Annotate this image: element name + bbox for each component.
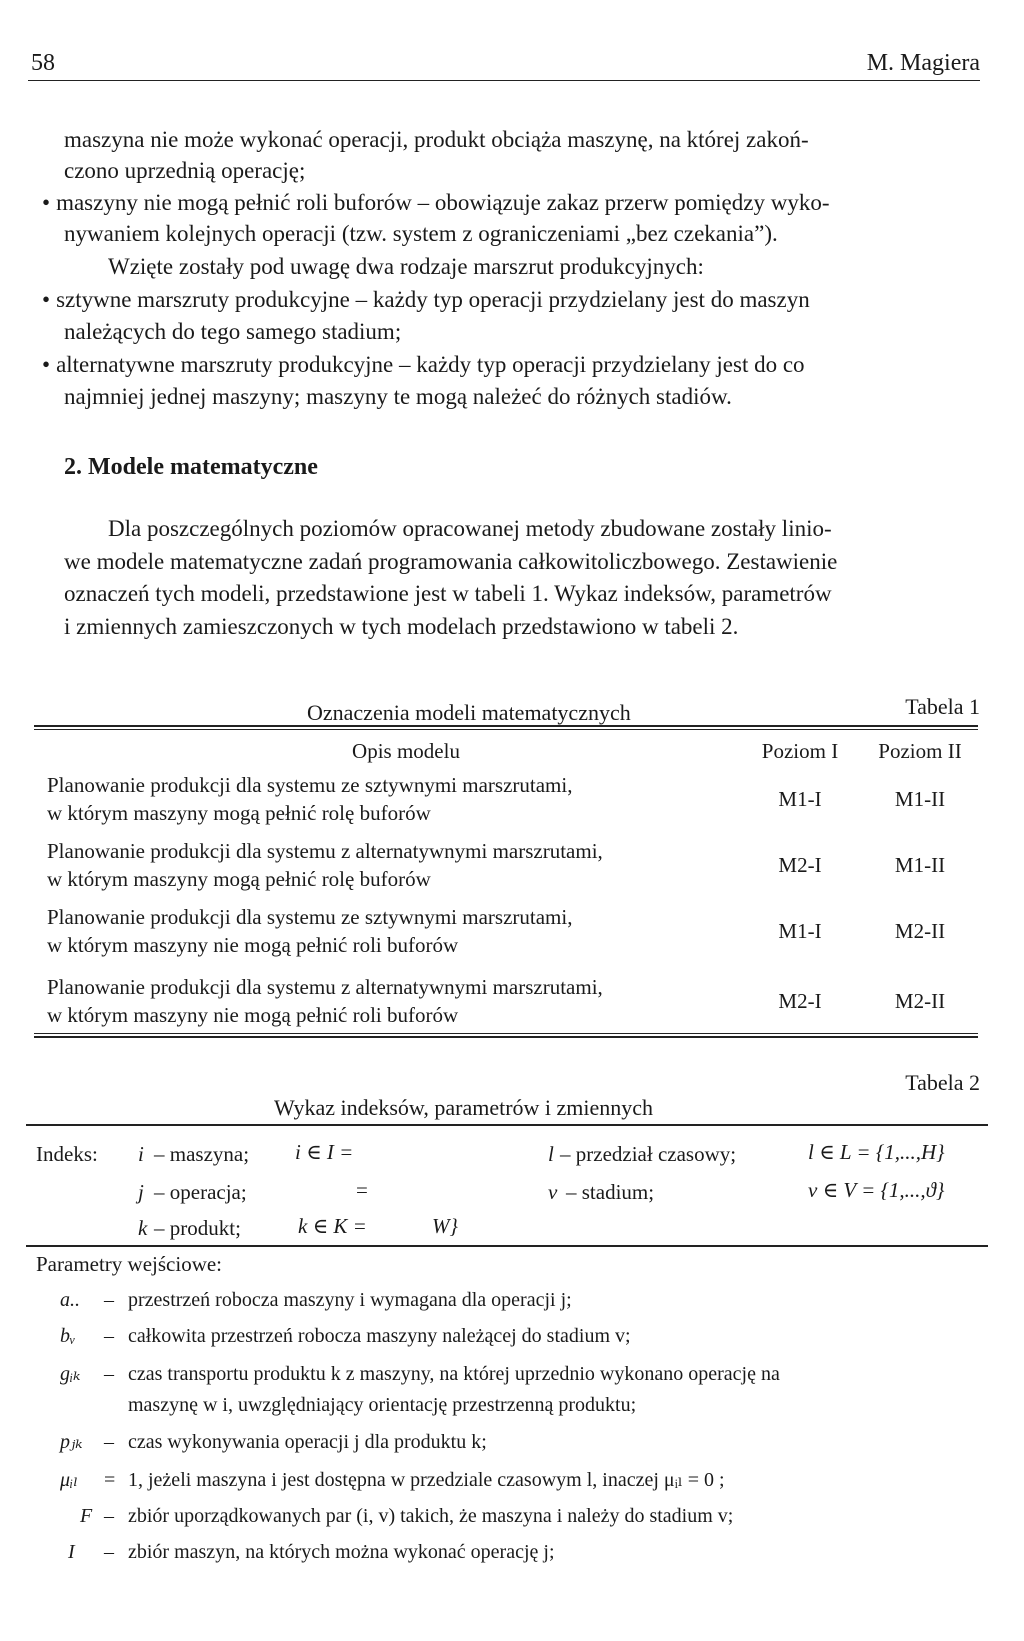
body-line: oznaczeń tych modeli, przedstawione jest w tabeli 1. Wykaz indeksów, parametrów bbox=[64, 581, 832, 606]
param-symbol: a.. bbox=[60, 1289, 80, 1311]
param-text-continuation: maszynę w i, uwzględniający orientację przestrzenną produktu; bbox=[128, 1394, 637, 1416]
table1-header-level2: Poziom II bbox=[878, 739, 962, 763]
table2-index-rule bbox=[26, 1245, 988, 1247]
param-dash: – bbox=[104, 1431, 114, 1453]
running-header bbox=[28, 44, 980, 81]
table1-bottom-rule-inner bbox=[34, 1033, 978, 1034]
body-line: maszyna nie może wykonać operacji, produkt obciąża maszynę, na której zakoń- bbox=[64, 127, 809, 152]
table1-row2-level1: M2-I bbox=[778, 853, 822, 877]
param-dash: – bbox=[104, 1541, 114, 1563]
param-text: czas wykonywania operacji j dla produktu k; bbox=[128, 1431, 487, 1453]
param-text: całkowita przestrzeń robocza maszyny należącej do stadium v; bbox=[128, 1325, 631, 1347]
param-text: 1, jeżeli maszyna i jest dostępna w przedziale czasowym l, inaczej μᵢₗ = 0 ; bbox=[128, 1469, 725, 1491]
body-line: Wzięte zostały pod uwagę dwa rodzaje marszrut produkcyjnych: bbox=[108, 254, 704, 279]
body-line: sztywne marszruty produkcyjne – każdy typ operacji przydzielany jest do maszyn bbox=[56, 287, 810, 312]
param-symbol: pⱼₖ bbox=[60, 1431, 83, 1453]
bullet-glyph bbox=[42, 352, 56, 377]
page-number: 58 bbox=[31, 50, 55, 76]
section-heading: 2. Modele matematyczne bbox=[64, 454, 318, 480]
index-i-set: i ∈ I = bbox=[295, 1140, 354, 1164]
param-symbol: bᵥ bbox=[60, 1325, 76, 1347]
table2-top-rule bbox=[26, 1124, 988, 1126]
body-line: i zmiennych zamieszczonych w tych modelach przedstawiono w tabeli 2. bbox=[64, 614, 739, 639]
bullet-item bbox=[42, 187, 830, 218]
table1-row1-level1: M1-I bbox=[778, 787, 822, 811]
index-i-text: – maszyna; bbox=[154, 1142, 250, 1166]
table1-row3-level2: M2-II bbox=[894, 919, 946, 943]
bullet-glyph bbox=[42, 190, 56, 215]
table1-label: Tabela 1 bbox=[905, 694, 980, 719]
table1-top-rule bbox=[34, 725, 978, 727]
body-line: czono uprzednią operację; bbox=[64, 158, 306, 183]
index-k-text: – produkt; bbox=[154, 1216, 241, 1240]
bullet-item bbox=[42, 349, 805, 380]
table1-row3-desc: Planowanie produkcji dla systemu ze sztywnymi marszrutami, bbox=[47, 905, 573, 929]
running-author: M. Magiera bbox=[866, 50, 980, 76]
table1-row4-level2: M2-II bbox=[894, 989, 946, 1013]
param-dash: – bbox=[104, 1289, 114, 1311]
index-v-symbol: v bbox=[548, 1180, 558, 1204]
param-symbol: gᵢₖ bbox=[60, 1363, 81, 1385]
index-i-symbol: i bbox=[138, 1142, 144, 1166]
table1-row1-level2: M1-II bbox=[894, 787, 946, 811]
table1-top-rule-inner bbox=[34, 729, 978, 730]
body-line: najmniej jednej maszyny; maszyny te mogą należeć do różnych stadiów. bbox=[64, 384, 732, 409]
param-dash: – bbox=[104, 1505, 114, 1527]
index-j-symbol: j bbox=[138, 1180, 144, 1204]
param-symbol: μᵢₗ bbox=[60, 1469, 79, 1491]
table1-row4-desc: Planowanie produkcji dla systemu z alternatywnymi marszrutami, bbox=[47, 975, 603, 999]
table1-row2-desc2: w którym maszyny mogą pełnić rolę buforów bbox=[47, 867, 431, 891]
index-k-end: W} bbox=[432, 1214, 458, 1238]
param-dash: – bbox=[104, 1325, 114, 1347]
param-text: czas transportu produktu k z maszyny, na której uprzednio wykonano operację na bbox=[128, 1363, 780, 1385]
table1-row1-desc: Planowanie produkcji dla systemu ze sztywnymi marszrutami, bbox=[47, 773, 573, 797]
params-label: Parametry wejściowe: bbox=[36, 1252, 223, 1276]
param-text: zbiór maszyn, na których można wykonać operację j; bbox=[128, 1541, 555, 1563]
table1-row3-level1: M1-I bbox=[778, 919, 822, 943]
table1-header-level1: Poziom I bbox=[761, 739, 839, 763]
table1-row1-desc2: w którym maszyny mogą pełnić rolę buforów bbox=[47, 801, 431, 825]
index-label: Indeks: bbox=[36, 1142, 98, 1166]
table1-row4-level1: M2-I bbox=[778, 989, 822, 1013]
table1-row2-level2: M1-II bbox=[894, 853, 946, 877]
param-text: zbiór uporządkowanych par (i, v) takich, że maszyna i należy do stadium v; bbox=[128, 1505, 734, 1527]
index-l-set: l ∈ L = {1,...,H} bbox=[808, 1140, 945, 1164]
index-k-symbol: k bbox=[138, 1216, 148, 1240]
index-k-set: k ∈ K = bbox=[298, 1214, 367, 1238]
table2-label: Tabela 2 bbox=[905, 1070, 980, 1095]
body-line: należących do tego samego stadium; bbox=[64, 319, 402, 344]
body-line: maszyny nie mogą pełnić roli buforów – obowiązuje zakaz przerw pomiędzy wyko- bbox=[56, 190, 830, 215]
table1-row4-desc2: w którym maszyny nie mogą pełnić roli buforów bbox=[47, 1003, 459, 1027]
table1-title: Oznaczenia modeli matematycznych bbox=[307, 700, 631, 725]
param-dash: – bbox=[104, 1363, 114, 1385]
index-l-symbol: l bbox=[548, 1142, 554, 1166]
index-j-set: = bbox=[356, 1178, 368, 1202]
param-dash: = bbox=[104, 1469, 116, 1491]
body-line: we modele matematyczne zadań programowania całkowitoliczbowego. Zestawienie bbox=[64, 549, 838, 574]
body-line: Dla poszczególnych poziomów opracowanej metody zbudowane zostały linio- bbox=[108, 516, 832, 541]
table2-title: Wykaz indeksów, parametrów i zmiennych bbox=[274, 1095, 654, 1120]
bullet-item bbox=[42, 284, 810, 315]
body-line: nywaniem kolejnych operacji (tzw. system z ograniczeniami „bez czekania”). bbox=[64, 221, 778, 246]
index-l-text: – przedział czasowy; bbox=[560, 1142, 737, 1166]
table1-header-desc: Opis modelu bbox=[352, 739, 460, 763]
param-text: przestrzeń robocza maszyny i wymagana dla operacji j; bbox=[128, 1289, 572, 1311]
index-v-set: v ∈ V = {1,...,ϑ} bbox=[808, 1178, 945, 1202]
table1-bottom-rule bbox=[34, 1036, 978, 1038]
param-symbol: F bbox=[80, 1505, 93, 1527]
table1-row2-desc: Planowanie produkcji dla systemu z alternatywnymi marszrutami, bbox=[47, 839, 603, 863]
bullet-glyph bbox=[42, 287, 56, 312]
index-j-text: – operacja; bbox=[154, 1180, 247, 1204]
table1-row3-desc2: w którym maszyny nie mogą pełnić roli buforów bbox=[47, 933, 459, 957]
param-symbol: I bbox=[68, 1541, 75, 1563]
index-v-text: – stadium; bbox=[566, 1180, 655, 1204]
body-line: alternatywne marszruty produkcyjne – każdy typ operacji przydzielany jest do co bbox=[56, 352, 805, 377]
